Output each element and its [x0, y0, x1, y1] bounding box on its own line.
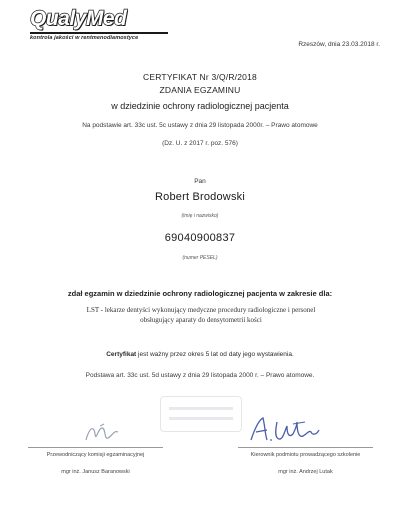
validity-text: jest ważny przez okres 5 lat od daty jego wystawienia.	[138, 351, 294, 358]
left-signatory-name: mgr inż. Janusz Baranowski	[61, 469, 130, 475]
faint-stamp	[160, 396, 242, 432]
left-signature-line	[28, 447, 163, 448]
recipient-name: Robert Brodowski	[154, 191, 245, 203]
certificate-title: CERTYFIKAT Nr 3/Q/R/2018	[143, 72, 257, 82]
validity-legal-basis: Podstawa art. 33c ust. 5d ustawy z dnia 29 listopada 2000 r. – Prawo atomowe.	[85, 372, 315, 379]
right-signatory-title: Kierownik podmiotu prowadzącego szkolenie	[250, 452, 361, 458]
legal-basis: Na podstawie art. 33c ust. 5c ustawy z dnia 29 listopada 2000r. – Prawo atomowe	[82, 122, 318, 129]
name-caption: (imię i nazwisko)	[181, 213, 219, 219]
left-signature	[78, 420, 128, 446]
exam-passed-statement: zdał egzamin w dziedzinie ochrony radiologicznej pacjenta w zakresie dla:	[67, 289, 333, 298]
recipient-pesel: 69040900837	[164, 232, 236, 244]
certificate-field: w dziedzinie ochrony radiologicznej pacjenta	[111, 101, 289, 111]
right-signature	[245, 412, 325, 446]
salutation: Pan	[194, 178, 206, 185]
right-signature-line	[238, 447, 373, 448]
journal-reference: (Dz. U. z 2017 r. poz. 576)	[162, 140, 238, 147]
issue-date: Rzeszów, dnia 23.03.2018 r.	[298, 41, 380, 48]
qualymed-logo	[30, 8, 175, 41]
certificate-subtitle: ZDANIA EGZAMINU	[159, 85, 241, 95]
left-signatory-title: Przewodniczący komisji egzaminacyjnej	[46, 452, 145, 458]
exam-scope: LST - lekarze dentyści wykonujący medyczne procedury radiologiczne i personel obsługujący aparaty do densytometrii kości	[86, 306, 316, 324]
validity-prefix: Certyfikat	[106, 351, 137, 358]
pesel-caption: (numer PESEL)	[182, 255, 218, 261]
logo-wordmark: QualyMed	[30, 7, 127, 30]
logo-tagline: kontrola jakości w rentmenodiamostyce	[30, 35, 139, 41]
logo-rule	[30, 32, 168, 34]
validity-statement	[0, 351, 400, 358]
right-signatory-name: mgr inż. Andrzej Lutak	[278, 469, 333, 475]
